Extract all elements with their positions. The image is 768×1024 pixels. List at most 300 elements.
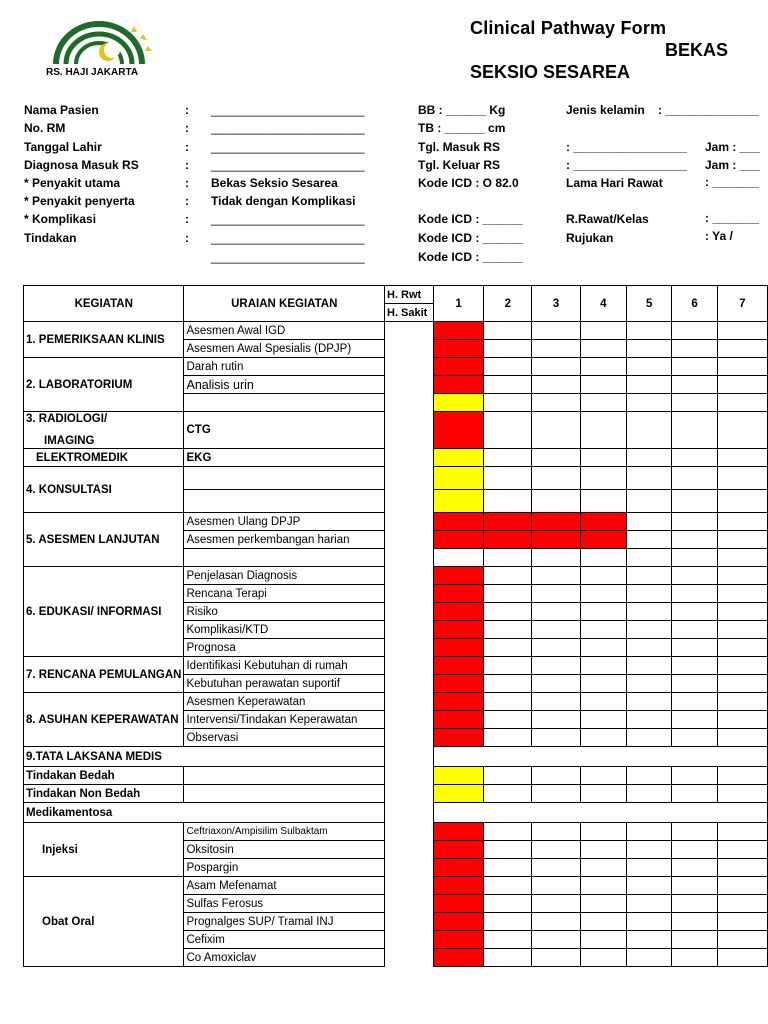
label-h-rwt: H. Rwt [385,286,434,304]
cell-day1-red[interactable] [433,859,483,877]
gap-cell [385,322,434,340]
cell[interactable] [532,859,580,877]
table-row [24,823,768,841]
cell[interactable] [672,711,717,729]
cell[interactable] [672,603,717,621]
cell[interactable] [580,340,626,358]
cell[interactable] [672,675,717,693]
cell[interactable] [717,603,767,621]
cell[interactable] [717,340,767,358]
cell[interactable] [672,567,717,585]
cell[interactable] [532,949,580,967]
cell[interactable] [580,358,626,376]
cell[interactable] [717,639,767,657]
cell[interactable] [484,340,532,358]
section-elektromedik: ELEKTROMEDIK [24,449,184,467]
cell[interactable] [717,513,767,531]
cell[interactable] [580,729,626,747]
cell[interactable] [484,675,532,693]
item-darah-rutin: Darah rutin [184,358,385,376]
field-rujukan[interactable]: : Ya / [705,229,733,243]
gap-cell [385,603,434,621]
cell[interactable] [580,376,626,394]
gap-cell [385,841,434,859]
cell[interactable] [717,490,767,513]
cell[interactable] [717,895,767,913]
cell-day1-red[interactable] [433,895,483,913]
cell[interactable] [532,358,580,376]
cell-day1-yellow[interactable] [433,785,483,803]
cell-day1-red[interactable] [433,358,483,376]
cell[interactable] [717,877,767,895]
label-tgl-keluar: Tgl. Keluar RS [418,158,501,172]
cell-day1-yellow[interactable] [433,449,483,467]
cell-day1-red[interactable] [433,675,483,693]
cell[interactable] [717,859,767,877]
gap-cell [385,931,434,949]
cell[interactable] [580,711,626,729]
label-rawat-kelas: R.Rawat/Kelas [566,212,649,226]
cell[interactable] [672,412,717,449]
table-row [24,767,768,785]
cell-merged [433,803,767,823]
cell-day3-red[interactable] [532,531,580,549]
cell[interactable] [627,621,672,639]
item-pospargin: Pospargin [184,859,385,877]
cell[interactable] [717,711,767,729]
cell[interactable] [627,841,672,859]
cell[interactable] [484,449,532,467]
cell[interactable] [580,693,626,711]
cell[interactable] [717,657,767,675]
cell[interactable] [484,949,532,967]
cell[interactable] [717,729,767,747]
cell[interactable] [532,621,580,639]
gap-cell [385,675,434,693]
cell[interactable] [580,913,626,931]
cell-day1-red[interactable] [433,823,483,841]
cell-day1-red[interactable] [433,412,483,449]
cell[interactable] [580,412,626,449]
cell[interactable] [672,657,717,675]
cell[interactable] [532,412,580,449]
field-bb[interactable]: BB : ______ Kg [418,103,506,117]
cell[interactable] [580,823,626,841]
cell[interactable] [627,823,672,841]
cell[interactable] [672,467,717,490]
value-kode-icd: Kode ICD : O 82.0 [418,176,519,190]
cell[interactable] [627,490,672,513]
cell[interactable] [580,449,626,467]
cell[interactable] [672,513,717,531]
cell[interactable] [717,449,767,467]
cell[interactable] [672,729,717,747]
cell[interactable] [627,895,672,913]
cell[interactable] [672,449,717,467]
gap-cell [385,877,434,895]
cell[interactable] [627,639,672,657]
field-tindakan-2[interactable]: _______________________ [211,250,365,264]
cell[interactable] [580,549,626,567]
gap-cell [385,340,434,358]
cell[interactable] [532,467,580,490]
gap-cell [385,747,434,767]
cell[interactable] [532,657,580,675]
cell[interactable] [580,785,626,803]
cell[interactable] [532,567,580,585]
field-jam-keluar[interactable]: Jam : ___ [705,158,760,172]
cell[interactable] [627,675,672,693]
cell-day1-yellow[interactable] [433,767,483,785]
field-rawat-kelas[interactable]: : _______ [705,211,760,225]
cell[interactable] [672,490,717,513]
label-tindakan: Tindakan [24,231,77,245]
cell-day4-red[interactable] [580,513,626,531]
cell-day1-yellow[interactable] [433,467,483,490]
cell[interactable] [672,949,717,967]
cell-day4-red[interactable] [580,531,626,549]
cell[interactable] [627,711,672,729]
cell[interactable] [717,549,767,567]
cell[interactable] [580,859,626,877]
cell[interactable] [484,322,532,340]
cell-day1-yellow[interactable] [433,490,483,513]
cell-day1-red[interactable] [433,322,483,340]
cell[interactable] [627,449,672,467]
cell-day1-yellow[interactable] [433,394,483,412]
cell[interactable] [580,841,626,859]
cell[interactable] [627,549,672,567]
cell[interactable] [484,729,532,747]
cell[interactable] [717,567,767,585]
gap-cell [385,913,434,931]
cell-day3-red[interactable] [532,513,580,531]
field-nama-pasien[interactable]: _______________________ [211,103,365,117]
cell[interactable] [672,394,717,412]
label-h-sakit: H. Sakit [385,304,434,322]
cell[interactable] [717,675,767,693]
cell[interactable] [672,376,717,394]
cell-day1-red[interactable] [433,913,483,931]
cell-day1-red[interactable] [433,376,483,394]
cell[interactable] [484,859,532,877]
field-komplikasi[interactable]: _______________________ [211,212,365,226]
cell[interactable] [717,376,767,394]
cell[interactable] [484,639,532,657]
cell[interactable] [532,711,580,729]
item-prognalges: Prognalges SUP/ Tramal INJ [184,913,385,931]
cell[interactable] [672,841,717,859]
cell[interactable] [580,585,626,603]
cell[interactable] [672,358,717,376]
cell[interactable] [532,913,580,931]
cell[interactable] [433,549,483,567]
cell[interactable] [532,490,580,513]
cell[interactable] [717,585,767,603]
cell[interactable] [627,859,672,877]
cell[interactable] [532,394,580,412]
cell[interactable] [672,340,717,358]
cell[interactable] [672,322,717,340]
cell[interactable] [532,639,580,657]
item-identifikasi-kebutuhan: Identifikasi Kebutuhan di rumah [184,657,385,675]
cell[interactable] [484,412,532,449]
field-diagnosa-masuk[interactable]: _______________________ [211,158,365,172]
cell-day1-red[interactable] [433,657,483,675]
cell[interactable] [532,767,580,785]
cell[interactable] [717,693,767,711]
cell[interactable] [627,877,672,895]
cell[interactable] [627,412,672,449]
item-prognosa: Prognosa [184,639,385,657]
field-no-rm[interactable]: _______________________ [211,121,365,135]
cell[interactable] [484,376,532,394]
colon: : [185,176,189,190]
field-tgl-keluar[interactable]: : _________________ [566,158,687,172]
cell-day2-red[interactable] [484,531,532,549]
item-asesmen-ulang: Asesmen Ulang DPJP [184,513,385,531]
cell[interactable] [532,549,580,567]
gap-cell [385,394,434,412]
field-lama-hari-rawat[interactable]: : _______ [705,175,760,189]
cell-day1-red[interactable] [433,931,483,949]
cell[interactable] [580,394,626,412]
cell[interactable] [717,621,767,639]
cell[interactable] [484,621,532,639]
label-penyakit-penyerta: * Penyakit penyerta [24,194,135,208]
gap-cell [385,767,434,785]
field-tgl-masuk[interactable]: : _________________ [566,140,687,154]
item-sulfas-ferosus: Sulfas Ferosus [184,895,385,913]
cell[interactable] [484,711,532,729]
cell[interactable] [580,603,626,621]
cell[interactable] [627,531,672,549]
item-perawatan-suportif: Kebutuhan perawatan suportif [184,675,385,693]
cell[interactable] [627,949,672,967]
section-pemeriksaan-klinis: 1. PEMERIKSAAN KLINIS [24,322,184,358]
cell[interactable] [672,549,717,567]
cell[interactable] [580,621,626,639]
cell[interactable] [484,549,532,567]
cell[interactable] [627,513,672,531]
cell-day1-red[interactable] [433,639,483,657]
field-kode-icd-4[interactable]: Kode ICD : ______ [418,250,523,264]
cell[interactable] [532,675,580,693]
cell[interactable] [717,767,767,785]
cell-day1-red[interactable] [433,877,483,895]
cell[interactable] [484,567,532,585]
field-jenis-kelamin[interactable]: : ______________ [658,103,759,117]
cell[interactable] [717,358,767,376]
cell[interactable] [627,729,672,747]
cell[interactable] [717,785,767,803]
cell[interactable] [672,785,717,803]
cell-day1-red[interactable] [433,621,483,639]
cell[interactable] [484,931,532,949]
item-komplikasi-ktd: Komplikasi/KTD [184,621,385,639]
cell[interactable] [580,490,626,513]
col-kegiatan: KEGIATAN [24,286,184,322]
cell-day1-red[interactable] [433,340,483,358]
field-tb[interactable]: TB : ______ cm [418,121,506,135]
cell[interactable] [717,412,767,449]
cell[interactable] [484,895,532,913]
cell[interactable] [532,585,580,603]
cell[interactable] [672,767,717,785]
cell[interactable] [532,895,580,913]
cell[interactable] [580,877,626,895]
cell[interactable] [717,841,767,859]
section-radiologi-line2: IMAGING [44,435,95,447]
item-ctg: CTG [184,412,385,449]
cell[interactable] [484,767,532,785]
form-title-line3: SEKSIO SESAREA [470,62,631,82]
col-uraian: URAIAN KEGIATAN [184,286,385,322]
item-blank [184,549,385,567]
cell[interactable] [484,841,532,859]
cell[interactable] [627,567,672,585]
cell[interactable] [627,785,672,803]
cell[interactable] [532,693,580,711]
cell[interactable] [580,895,626,913]
cell[interactable] [672,531,717,549]
cell[interactable] [627,376,672,394]
gap-cell [385,358,434,376]
cell[interactable] [672,823,717,841]
field-kode-icd-3[interactable]: Kode ICD : ______ [418,231,523,245]
cell[interactable] [580,567,626,585]
cell[interactable] [484,585,532,603]
cell[interactable] [580,931,626,949]
cell[interactable] [484,467,532,490]
cell[interactable] [627,603,672,621]
cell[interactable] [627,394,672,412]
cell[interactable] [532,785,580,803]
cell[interactable] [717,949,767,967]
cell[interactable] [484,913,532,931]
cell[interactable] [484,693,532,711]
cell-day1-red[interactable] [433,729,483,747]
cell[interactable] [672,877,717,895]
field-tindakan[interactable]: _______________________ [211,231,365,245]
cell[interactable] [672,859,717,877]
cell[interactable] [717,823,767,841]
cell[interactable] [717,322,767,340]
cell[interactable] [532,603,580,621]
cell-day1-red[interactable] [433,693,483,711]
cell[interactable] [484,603,532,621]
cell[interactable] [580,675,626,693]
cell-day1-red[interactable] [433,513,483,531]
cell[interactable] [484,394,532,412]
cell-day1-red[interactable] [433,841,483,859]
gap-cell [385,803,434,823]
day-3: 3 [532,286,580,322]
cell[interactable] [532,877,580,895]
table-row [24,803,768,823]
cell[interactable] [627,657,672,675]
label-tindakan-bedah: Tindakan Bedah [24,767,184,785]
cell[interactable] [717,913,767,931]
item-blank [184,767,385,785]
cell[interactable] [532,449,580,467]
cell[interactable] [717,467,767,490]
cell[interactable] [627,585,672,603]
cell[interactable] [627,340,672,358]
gap-cell [385,785,434,803]
cell[interactable] [672,895,717,913]
cell[interactable] [672,585,717,603]
cell[interactable] [532,823,580,841]
cell[interactable] [627,322,672,340]
cell[interactable] [532,322,580,340]
cell[interactable] [532,376,580,394]
cell[interactable] [484,657,532,675]
value-penyakit-utama: Bekas Seksio Sesarea [211,176,338,190]
cell[interactable] [532,340,580,358]
cell-day1-red[interactable] [433,585,483,603]
cell[interactable] [484,490,532,513]
cell[interactable] [627,358,672,376]
cell[interactable] [532,729,580,747]
label-tgl-masuk: Tgl. Masuk RS [418,140,501,154]
field-kode-icd-2[interactable]: Kode ICD : ______ [418,212,523,226]
cell[interactable] [672,913,717,931]
cell[interactable] [580,467,626,490]
cell-day2-red[interactable] [484,513,532,531]
cell[interactable] [580,657,626,675]
cell[interactable] [672,639,717,657]
cell[interactable] [484,785,532,803]
cell[interactable] [672,931,717,949]
cell[interactable] [532,931,580,949]
cell-day1-red[interactable] [433,567,483,585]
cell[interactable] [627,913,672,931]
cell[interactable] [672,693,717,711]
cell[interactable] [484,823,532,841]
cell[interactable] [672,621,717,639]
colon: : [185,140,189,154]
gap-cell [385,376,434,394]
logo-caption: RS. HAJI JAKARTA [46,67,139,78]
cell[interactable] [580,639,626,657]
cell[interactable] [627,467,672,490]
cell[interactable] [717,931,767,949]
cell[interactable] [580,322,626,340]
cell[interactable] [627,767,672,785]
item-analisis-urin: Analisis urin [184,376,385,394]
cell[interactable] [717,394,767,412]
cell[interactable] [627,931,672,949]
cell[interactable] [580,767,626,785]
field-tanggal-lahir[interactable]: _______________________ [211,140,365,154]
colon: : [185,158,189,172]
item-blank [184,785,385,803]
cell-day1-red[interactable] [433,603,483,621]
cell[interactable] [484,358,532,376]
gap-cell [385,711,434,729]
cell[interactable] [627,693,672,711]
table-row [24,747,768,767]
cell[interactable] [484,877,532,895]
cell[interactable] [580,949,626,967]
cell-day1-red[interactable] [433,949,483,967]
cell-day1-red[interactable] [433,711,483,729]
cell[interactable] [717,531,767,549]
field-jam-masuk[interactable]: Jam : ___ [705,140,760,154]
cell[interactable] [532,841,580,859]
cell-day1-red[interactable] [433,531,483,549]
